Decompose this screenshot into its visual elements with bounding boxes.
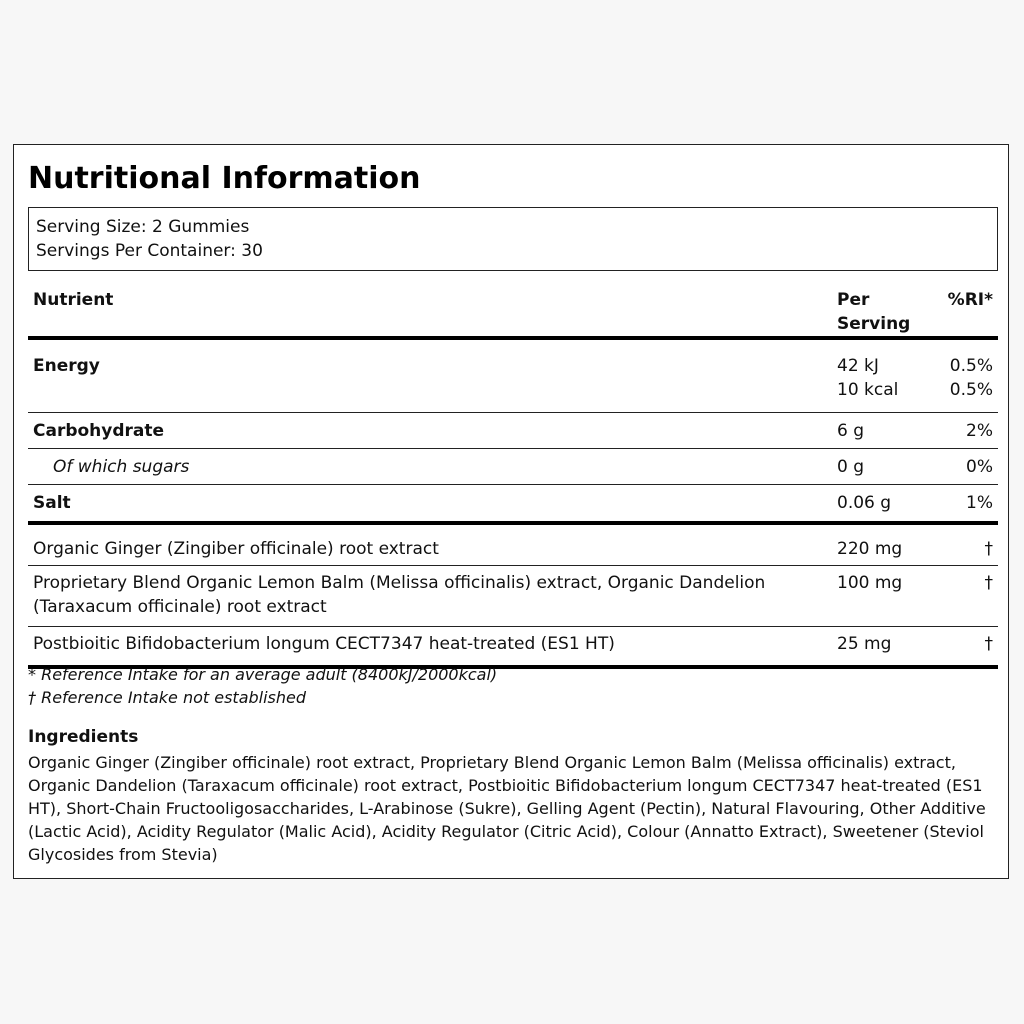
table-row-salt [28,484,998,523]
table-row-proprietary-blend [28,565,998,626]
footnote-ri: * Reference Intake for an average adult (8400kJ/2000kcal) [28,665,498,684]
nutrition-table [28,285,998,669]
nutrient-name-carbohydrate: Carbohydrate [28,412,832,448]
ingredients-title: Ingredients [28,727,139,747]
nutrient-name-energy: Energy [33,356,100,376]
ri-energy-kj: 0.5% [949,356,993,376]
ri-salt: 1% [936,484,998,523]
footnote-dagger: † Reference Intake not established [28,688,307,707]
table-row-energy [28,338,998,378]
ingredients-text: Organic Ginger (Zingiber officinale) root extract, Proprietary Blend Organic Lemon Balm (Melissa officinalis) extract, Organic Dandelion (Taraxacum officinale) root extract, Postbioitic Bifidobacterium longum CECT7347 heat-treated (ES1 HT), Short-Chain Fructooligosaccharides, L-Arabinose (Sukre), Gelling Agent (Pectin), Natural Flavouring, Other Additive (Lactic Acid), Acidity Regulator (Malic Acid), Acidity Regulator (Citric Acid), Colour (Annatto Extract), Sweetener (Steviol Glycosides from Stevia) [28,753,986,864]
active-name-postbiotic: Postbioitic Bifidobacterium longum CECT7347 heat-treated (ES1 HT) [28,626,832,667]
table-row-carbohydrate [28,412,998,448]
nutrition-panel [13,144,1009,879]
footnotes [28,663,497,709]
ri-postbiotic: † [936,626,998,667]
header-ri: %RI* [936,285,998,338]
ri-blend: † [936,565,998,626]
header-nutrient: Nutrient [28,285,832,338]
servings-per-container: Servings Per Container: 30 [36,241,263,261]
value-blend: 100 mg [832,565,936,626]
header-per-serving: Per Serving [832,285,936,338]
value-postbiotic: 25 mg [832,626,936,667]
panel-title: Nutritional Information [28,161,421,196]
table-row-postbiotic [28,626,998,667]
value-carbohydrate: 6 g [832,412,936,448]
value-salt: 0.06 g [832,484,936,523]
active-name-blend: Proprietary Blend Organic Lemon Balm (Melissa officinalis) extract, Organic Dandelion (Taraxacum officinale) root extract [28,565,832,626]
active-name-ginger: Organic Ginger (Zingiber officinale) root extract [28,523,832,565]
nutrient-name-salt: Salt [28,484,832,523]
table-row-energy-kcal [28,378,998,412]
value-sugars: 0 g [832,448,936,484]
ri-carbohydrate: 2% [936,412,998,448]
serving-info-box [28,207,998,271]
table-row-sugars [28,448,998,484]
ri-sugars: 0% [936,448,998,484]
table-header-row [28,285,998,338]
value-ginger: 220 mg [832,523,936,565]
value-energy-kj: 42 kJ [837,356,879,376]
ri-ginger: † [936,523,998,565]
empty-cell [28,378,832,412]
serving-size: Serving Size: 2 Gummies [36,217,250,237]
table-row-ginger [28,523,998,565]
nutrient-name-sugars: Of which sugars [28,448,832,484]
ri-energy-kcal: 0.5% [936,378,998,412]
value-energy-kcal: 10 kcal [832,378,936,412]
